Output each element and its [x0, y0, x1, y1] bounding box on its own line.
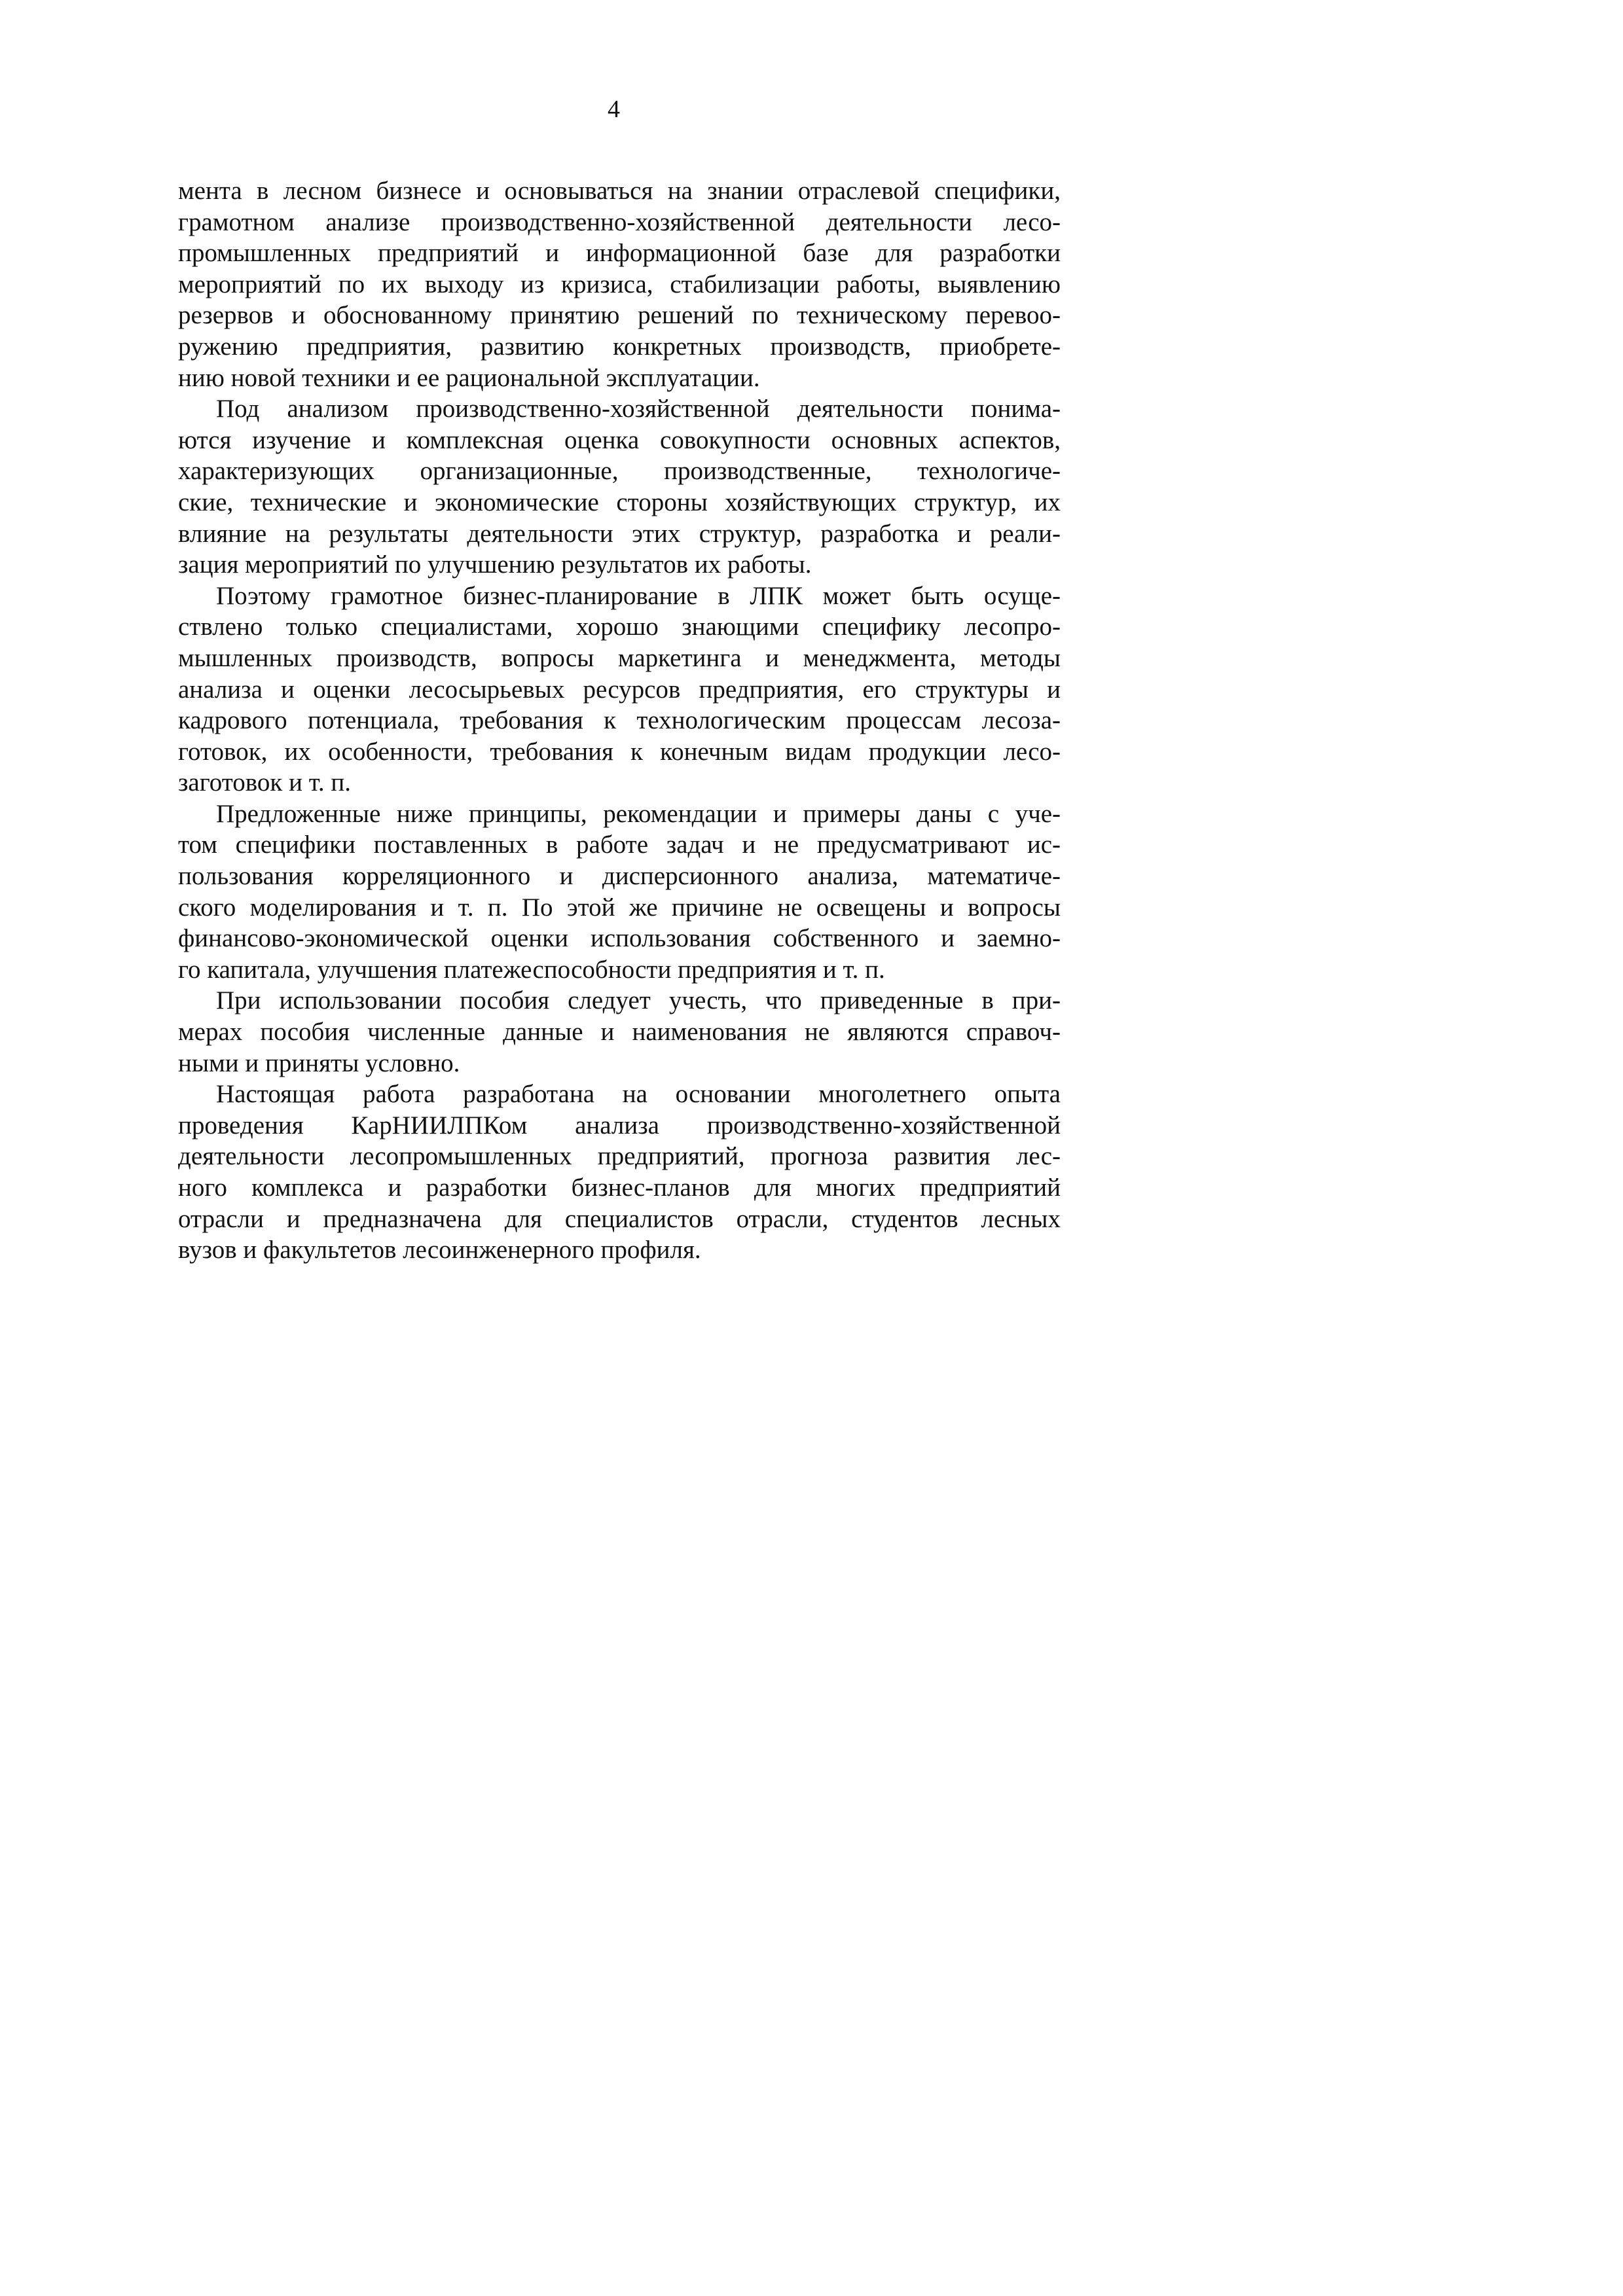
text-line: Настоящая работа разработана на основании многолетнего опыта [216, 1080, 1061, 1109]
text-line: характеризующих организационные, производственные, технологиче- [178, 457, 1061, 486]
text-line: грамотном анализе производственно-хозяйственной деятельности лесо- [178, 207, 1061, 236]
text-line: деятельности лесопромышленных предприятий, прогноза развития лес- [178, 1142, 1061, 1171]
text-line: Поэтому грамотное бизнес-планирование в ЛПК может быть осуще- [216, 581, 1061, 610]
text-line: мерах пособия численные данные и наименования не являются справоч- [178, 1018, 1061, 1047]
text-line: готовок, их особенности, требования к конечным видам продукции лесо- [178, 737, 1061, 766]
body-text [178, 175, 1061, 1266]
text-line: мента в лесном бизнесе и основываться на знании отраслевой специфики, [178, 177, 1061, 205]
text-line: нию новой техники и ее рациональной эксплуатации. [178, 363, 760, 392]
text-line: зация мероприятий по улучшению результатов их работы. [178, 550, 812, 579]
text-line: анализа и оценки лесосырьевых ресурсов предприятия, его структуры и [178, 675, 1061, 704]
text-line: ного комплекса и разработки бизнес-планов для многих предприятий [178, 1174, 1061, 1202]
text-line: При использовании пособия следует учесть, что приведенные в при- [216, 986, 1061, 1015]
text-line: вузов и факультетов лесоинженерного профиля. [178, 1236, 701, 1265]
text-line: мероприятий по их выходу из кризиса, стабилизации работы, выявлению [178, 270, 1061, 298]
text-line: ского моделирования и т. п. По этой же причине не освещены и вопросы [178, 893, 1061, 922]
text-line: заготовок и т. п. [178, 768, 351, 797]
text-line: том специфики поставленных в работе задач и не предусматривают ис- [178, 831, 1061, 859]
text-line: промышленных предприятий и информационной базе для разработки [178, 239, 1061, 268]
text-line: проведения КарНИИЛПКом анализа производственно-хозяйственной [178, 1111, 1061, 1139]
text-line: Предложенные ниже принципы, рекомендации и примеры даны с уче- [216, 799, 1061, 828]
text-line: ются изучение и комплексная оценка совокупности основных аспектов, [178, 425, 1061, 454]
text-line: ружению предприятия, развитию конкретных производств, приобрете- [178, 332, 1061, 361]
text-line: ствлено только специалистами, хорошо знающими специфику лесопро- [178, 613, 1061, 641]
text-line: ские, технические и экономические стороны хозяйствующих структур, их [178, 488, 1061, 516]
text-line: го капитала, улучшения платежеспособности предприятия и т. п. [178, 955, 885, 984]
text-line: пользования корреляционного и дисперсионного анализа, математиче- [178, 862, 1061, 891]
text-line: влияние на результаты деятельности этих структур, разработка и реали- [178, 519, 1061, 548]
text-line: отрасли и предназначена для специалистов отрасли, студентов лесных [178, 1204, 1061, 1233]
text-line: Под анализом производственно-хозяйственной деятельности понима- [216, 395, 1061, 423]
text-line: ными и приняты условно. [178, 1049, 460, 1077]
text-line: мышленных производств, вопросы маркетинга и менеджмента, методы [178, 643, 1061, 672]
text-line: резервов и обоснованному принятию решений по техническому перевоо- [178, 301, 1061, 330]
text-line: финансово-экономической оценки использования собственного и заемно- [178, 924, 1061, 953]
text-line: кадрового потенциала, требования к технологическим процессам лесоза- [178, 706, 1061, 735]
page-number: 4 [608, 96, 620, 123]
